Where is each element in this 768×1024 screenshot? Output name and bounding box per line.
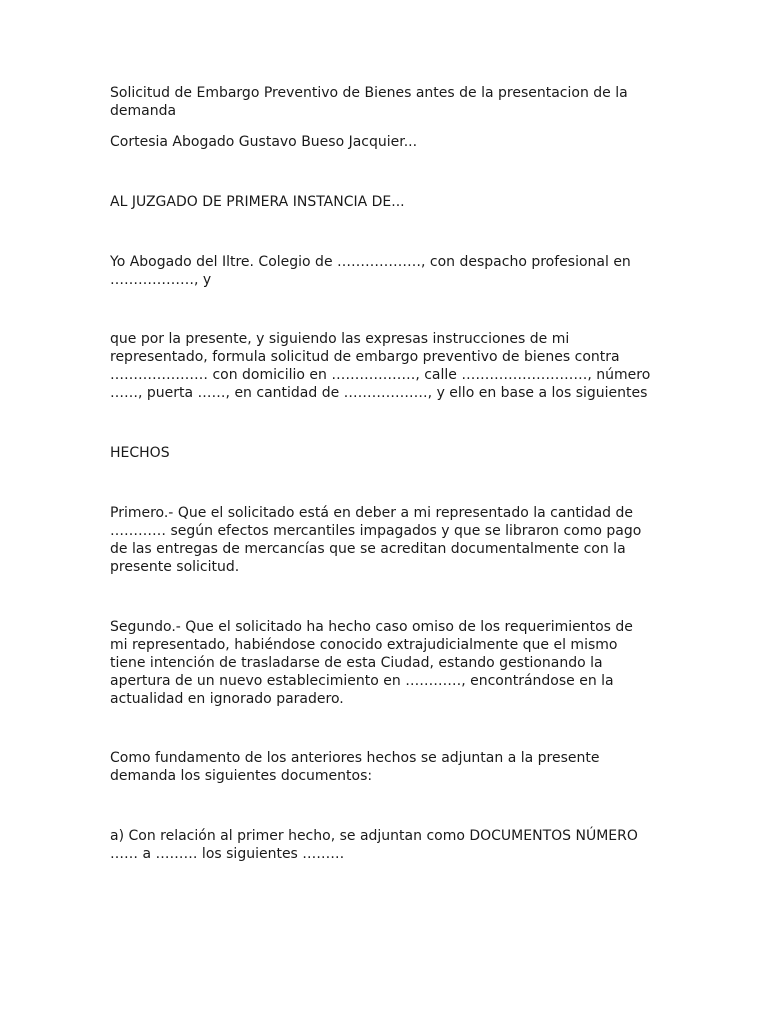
foundation-paragraph: Como fundamento de los anteriores hechos se adjuntan a la presente demanda los siguientes documentos: bbox=[110, 750, 600, 784]
request-paragraph: que por la presente, y siguiendo las expresas instrucciones de mi representado, formula solicitud de embargo preventivo de bienes contra ………………… con domicilio en ………………, calle ………………………, número ……, puerta ……, en cantidad de ………………, y ello en base a los siguientes bbox=[110, 331, 651, 401]
document-item-a: a) Con relación al primer hecho, se adjuntan como DOCUMENTOS NÚMERO …… a ……… los siguientes ……… bbox=[110, 828, 638, 862]
fact-second-paragraph: Segundo.- Que el solicitado ha hecho caso omiso de los requerimientos de mi representado, habiéndose conocido extrajudicialmente que el mismo tiene intención de trasladarse de esta Ciudad, estando gestionando la apertura de un nuevo establecimiento en …………, encontrándose en la actualidad en ignorado paradero. bbox=[110, 619, 633, 707]
document-title: Solicitud de Embargo Preventivo de Bienes antes de la presentacion de la demanda bbox=[110, 85, 628, 119]
fact-first-paragraph: Primero.- Que el solicitado está en deber a mi representado la cantidad de ………… según efectos mercantiles impagados y que se libraron como pago de las entregas de mercancías que se acreditan documentalmente con la presente solicitud. bbox=[110, 505, 642, 575]
courtesy-line: Cortesia Abogado Gustavo Bueso Jacquier... bbox=[110, 134, 418, 150]
facts-heading: HECHOS bbox=[110, 445, 170, 461]
addressee-line: AL JUZGADO DE PRIMERA INSTANCIA DE... bbox=[110, 194, 405, 210]
intro-paragraph: Yo Abogado del Iltre. Colegio de ………………, con despacho profesional en ………………, y bbox=[110, 254, 631, 288]
